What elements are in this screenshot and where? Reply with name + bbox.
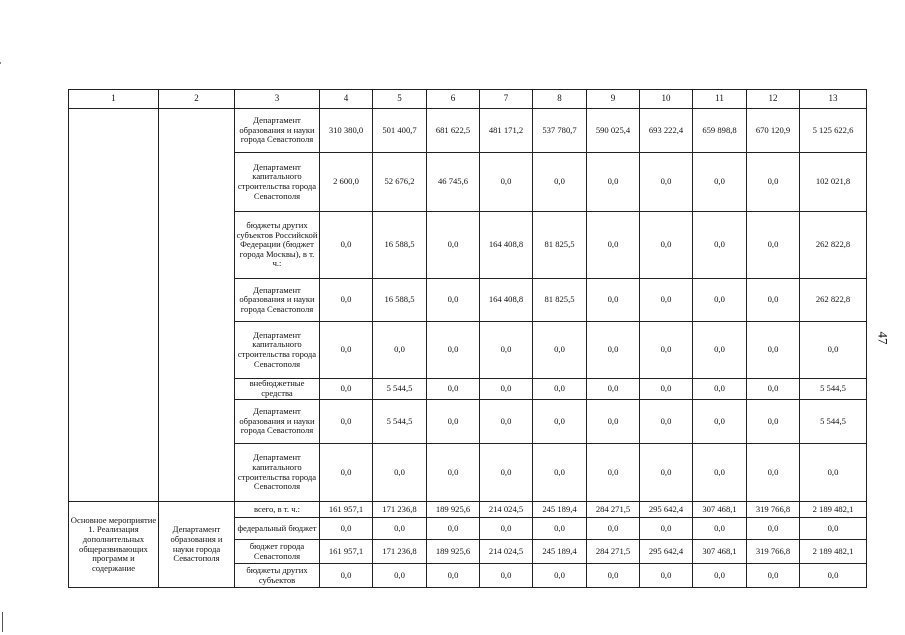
value-cell: 0,0 bbox=[747, 212, 800, 279]
value-cell: 0,0 bbox=[587, 379, 640, 400]
row-label: всего, в т. ч.: bbox=[235, 502, 320, 518]
value-cell: 0,0 bbox=[693, 153, 747, 212]
header-cell: 10 bbox=[640, 90, 693, 109]
value-cell: 214 024,5 bbox=[480, 540, 533, 564]
header-row bbox=[69, 90, 867, 109]
value-cell: 0,0 bbox=[640, 279, 693, 322]
row-label: Департамент образования и науки города Севастополя bbox=[235, 279, 320, 322]
value-cell: 0,0 bbox=[480, 379, 533, 400]
value-cell: 0,0 bbox=[320, 322, 373, 379]
row-label: Департамент капитального строительства города Севастополя bbox=[235, 153, 320, 212]
value-cell: 0,0 bbox=[427, 400, 480, 444]
value-cell: 0,0 bbox=[533, 518, 587, 540]
value-cell: 0,0 bbox=[747, 564, 800, 588]
value-cell: 0,0 bbox=[533, 153, 587, 212]
empty-cell bbox=[159, 109, 235, 502]
value-cell: 245 189,4 bbox=[533, 502, 587, 518]
header-cell: 8 bbox=[533, 90, 587, 109]
activity-name: Основное мероприятие 1. Реализация дополнительных общеразвивающих программ и содержание bbox=[69, 502, 159, 588]
value-cell: 319 766,8 bbox=[747, 540, 800, 564]
value-cell: 0,0 bbox=[480, 564, 533, 588]
value-cell: 0,0 bbox=[533, 322, 587, 379]
table-row bbox=[69, 502, 867, 518]
value-cell: 0,0 bbox=[587, 153, 640, 212]
header-cell: 1 bbox=[69, 90, 159, 109]
value-cell: 537 780,7 bbox=[533, 109, 587, 153]
header-cell: 7 bbox=[480, 90, 533, 109]
row-label: бюджеты других субъектов Российской Федерации (бюджет города Москвы), в т. ч.: bbox=[235, 212, 320, 279]
value-cell: 284 271,5 bbox=[587, 540, 640, 564]
value-cell: 262 822,8 bbox=[800, 212, 867, 279]
value-cell: 0,0 bbox=[587, 444, 640, 502]
value-cell: 81 825,5 bbox=[533, 212, 587, 279]
value-cell: 0,0 bbox=[427, 564, 480, 588]
value-cell: 0,0 bbox=[640, 153, 693, 212]
value-cell: 2 189 482,1 bbox=[800, 502, 867, 518]
value-cell: 0,0 bbox=[693, 564, 747, 588]
empty-cell bbox=[69, 109, 159, 502]
value-cell: 0,0 bbox=[427, 379, 480, 400]
value-cell: 102 021,8 bbox=[800, 153, 867, 212]
value-cell: 0,0 bbox=[693, 322, 747, 379]
value-cell: 0,0 bbox=[747, 379, 800, 400]
value-cell: 0,0 bbox=[640, 212, 693, 279]
value-cell: 0,0 bbox=[640, 564, 693, 588]
value-cell: 164 408,8 bbox=[480, 212, 533, 279]
header-cell: 6 bbox=[427, 90, 480, 109]
header-cell: 2 bbox=[159, 90, 235, 109]
value-cell: 0,0 bbox=[427, 279, 480, 322]
row-label: внебюджетные средства bbox=[235, 379, 320, 400]
value-cell: 214 024,5 bbox=[480, 502, 533, 518]
value-cell: 161 957,1 bbox=[320, 540, 373, 564]
value-cell: 164 408,8 bbox=[480, 279, 533, 322]
header-cell: 5 bbox=[373, 90, 427, 109]
value-cell: 0,0 bbox=[747, 518, 800, 540]
value-cell: 693 222,4 bbox=[640, 109, 693, 153]
value-cell: 0,0 bbox=[320, 564, 373, 588]
value-cell: 0,0 bbox=[480, 444, 533, 502]
value-cell: 0,0 bbox=[640, 322, 693, 379]
value-cell: 0,0 bbox=[480, 322, 533, 379]
value-cell: 16 588,5 bbox=[373, 279, 427, 322]
header-cell: 12 bbox=[747, 90, 800, 109]
value-cell: 0,0 bbox=[747, 400, 800, 444]
value-cell: 307 468,1 bbox=[693, 540, 747, 564]
value-cell: 0,0 bbox=[747, 279, 800, 322]
value-cell: 670 120,9 bbox=[747, 109, 800, 153]
value-cell: 52 676,2 bbox=[373, 153, 427, 212]
value-cell: 0,0 bbox=[320, 379, 373, 400]
value-cell: 0,0 bbox=[320, 518, 373, 540]
value-cell: 307 468,1 bbox=[693, 502, 747, 518]
value-cell: 262 822,8 bbox=[800, 279, 867, 322]
value-cell: 0,0 bbox=[533, 444, 587, 502]
value-cell: 0,0 bbox=[800, 322, 867, 379]
value-cell: 0,0 bbox=[373, 564, 427, 588]
header-cell: 11 bbox=[693, 90, 747, 109]
value-cell: 0,0 bbox=[693, 518, 747, 540]
value-cell: 46 745,6 bbox=[427, 153, 480, 212]
value-cell: 310 380,0 bbox=[320, 109, 373, 153]
value-cell: 0,0 bbox=[587, 322, 640, 379]
value-cell: 0,0 bbox=[373, 518, 427, 540]
header-cell: 3 bbox=[235, 90, 320, 109]
header-cell: 4 bbox=[320, 90, 373, 109]
value-cell: 0,0 bbox=[320, 212, 373, 279]
value-cell: 0,0 bbox=[587, 400, 640, 444]
value-cell: 2 189 482,1 bbox=[800, 540, 867, 564]
row-label: бюджеты других субъектов bbox=[235, 564, 320, 588]
value-cell: 0,0 bbox=[533, 400, 587, 444]
value-cell: 659 898,8 bbox=[693, 109, 747, 153]
value-cell: 0,0 bbox=[800, 518, 867, 540]
value-cell: 0,0 bbox=[427, 212, 480, 279]
header-cell: 13 bbox=[800, 90, 867, 109]
value-cell: 0,0 bbox=[480, 518, 533, 540]
value-cell: 0,0 bbox=[587, 212, 640, 279]
value-cell: 0,0 bbox=[640, 518, 693, 540]
value-cell: 5 544,5 bbox=[373, 379, 427, 400]
value-cell: 0,0 bbox=[640, 400, 693, 444]
scan-edge bbox=[0, 0, 2, 635]
value-cell: 0,0 bbox=[320, 279, 373, 322]
value-cell: 0,0 bbox=[480, 153, 533, 212]
budget-table bbox=[68, 89, 867, 588]
value-cell: 0,0 bbox=[800, 444, 867, 502]
value-cell: 481 171,2 bbox=[480, 109, 533, 153]
header-cell: 9 bbox=[587, 90, 640, 109]
value-cell: 0,0 bbox=[427, 518, 480, 540]
value-cell: 245 189,4 bbox=[533, 540, 587, 564]
value-cell: 0,0 bbox=[533, 564, 587, 588]
value-cell: 161 957,1 bbox=[320, 502, 373, 518]
row-label: бюджет города Севастополя bbox=[235, 540, 320, 564]
row-label: Департамент капитального строительства города Севастополя bbox=[235, 322, 320, 379]
value-cell: 319 766,8 bbox=[747, 502, 800, 518]
value-cell: 0,0 bbox=[747, 322, 800, 379]
value-cell: 5 544,5 bbox=[800, 379, 867, 400]
value-cell: 295 642,4 bbox=[640, 540, 693, 564]
value-cell: 0,0 bbox=[747, 444, 800, 502]
value-cell: 81 825,5 bbox=[533, 279, 587, 322]
value-cell: 0,0 bbox=[533, 379, 587, 400]
value-cell: 0,0 bbox=[693, 400, 747, 444]
value-cell: 0,0 bbox=[320, 400, 373, 444]
value-cell: 681 622,5 bbox=[427, 109, 480, 153]
value-cell: 0,0 bbox=[747, 153, 800, 212]
value-cell: 0,0 bbox=[800, 564, 867, 588]
value-cell: 2 600,0 bbox=[320, 153, 373, 212]
value-cell: 171 236,8 bbox=[373, 540, 427, 564]
value-cell: 5 125 622,6 bbox=[800, 109, 867, 153]
value-cell: 189 925,6 bbox=[427, 540, 480, 564]
value-cell: 590 025,4 bbox=[587, 109, 640, 153]
value-cell: 0,0 bbox=[320, 444, 373, 502]
value-cell: 0,0 bbox=[427, 444, 480, 502]
row-label: федеральный бюджет bbox=[235, 518, 320, 540]
value-cell: 16 588,5 bbox=[373, 212, 427, 279]
value-cell: 0,0 bbox=[693, 279, 747, 322]
row-label: Департамент образования и науки города Севастополя bbox=[235, 109, 320, 153]
executor-name: Департамент образования и науки города Севастополя bbox=[159, 502, 235, 588]
value-cell: 0,0 bbox=[373, 444, 427, 502]
value-cell: 0,0 bbox=[587, 518, 640, 540]
row-label: Департамент образования и науки города Севастополя bbox=[235, 400, 320, 444]
value-cell: 0,0 bbox=[480, 400, 533, 444]
value-cell: 189 925,6 bbox=[427, 502, 480, 518]
page-number: 47 bbox=[875, 331, 891, 345]
value-cell: 284 271,5 bbox=[587, 502, 640, 518]
row-label: Департамент капитального строительства города Севастополя bbox=[235, 444, 320, 502]
value-cell: 0,0 bbox=[693, 444, 747, 502]
value-cell: 501 400,7 bbox=[373, 109, 427, 153]
value-cell: 5 544,5 bbox=[800, 400, 867, 444]
value-cell: 0,0 bbox=[640, 379, 693, 400]
value-cell: 0,0 bbox=[587, 564, 640, 588]
value-cell: 295 642,4 bbox=[640, 502, 693, 518]
value-cell: 0,0 bbox=[640, 444, 693, 502]
value-cell: 5 544,5 bbox=[373, 400, 427, 444]
table-row bbox=[69, 109, 867, 153]
value-cell: 0,0 bbox=[373, 322, 427, 379]
value-cell: 171 236,8 bbox=[373, 502, 427, 518]
value-cell: 0,0 bbox=[693, 212, 747, 279]
value-cell: 0,0 bbox=[693, 379, 747, 400]
value-cell: 0,0 bbox=[427, 322, 480, 379]
value-cell: 0,0 bbox=[587, 279, 640, 322]
